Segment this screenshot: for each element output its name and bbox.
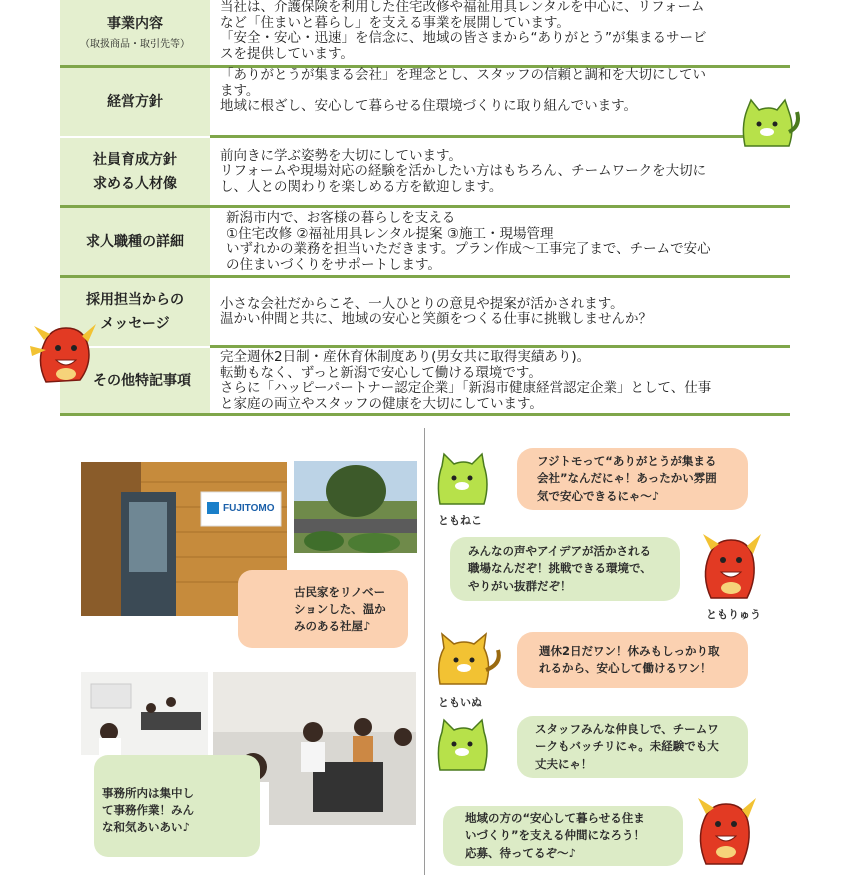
bubble-line: 地域の方の“安心して暮らせる住ま — [465, 810, 645, 825]
character-name: ともねこ — [438, 514, 482, 527]
bubble-line: みんなの声やアイデアが活かされる — [468, 543, 651, 558]
value-line: 転勤もなく、ずっと新潟で安心して働ける環境です。 — [220, 364, 542, 381]
building-caption — [238, 570, 408, 648]
value-line: スを提供しています。 — [220, 45, 354, 62]
value-line: 小さな会社だからこそ、一人ひとりの意見や提案が活かされます。 — [220, 295, 624, 312]
bubble-line: フジトモって“ありがとうが集まる — [537, 453, 717, 468]
table-row — [60, 278, 790, 346]
caption-line: 事務所内は集中し — [102, 786, 194, 800]
bubble-line: 気で安心できるにゃ～♪ — [537, 488, 660, 503]
value-line: 温かい仲間と共に、地域の安心と笑顔をつくる仕事に挑戦しませんか？ — [220, 311, 652, 327]
value-line: いずれかの業務を担当いただきます。プラン作成～工事完了まで、チームで安心 — [226, 241, 711, 257]
value-line: リフォームや現場対応の経験を活かしたい方はもちろん、チームワークを大切に — [220, 163, 707, 180]
chat-bubble — [517, 716, 748, 778]
chat-bubble — [517, 632, 748, 688]
office-caption — [94, 755, 260, 857]
row-label — [60, 0, 210, 66]
chat-bubble — [443, 806, 683, 866]
cat-mascot-icon — [432, 450, 494, 508]
bubble-line: やりがい抜群だぞ！ — [468, 578, 572, 593]
value-line: 前向きに学ぶ姿勢を大切にしています。 — [220, 147, 462, 164]
value-line: 「安全・安心・迅速」を信念に、地域の皆さまから“ありがとう”が集まるサービ — [220, 30, 707, 46]
value-line: 新潟市内で、お客様の暮らしを支える — [226, 210, 456, 226]
table-row — [60, 138, 790, 206]
value-line: ます。 — [220, 82, 260, 99]
caption-line: ションした、温か — [294, 602, 386, 616]
row-label — [60, 68, 210, 136]
value-line: さらに「ハッピーパートナー認定企業」「新潟市健康経営認定企業」として、仕事 — [220, 380, 712, 396]
garden-photo — [294, 461, 417, 553]
table-row — [60, 0, 790, 66]
label-text: 事業内容 — [107, 16, 163, 32]
label-text: メッセージ — [100, 316, 170, 332]
label-text: 経営方針 — [107, 94, 163, 110]
section-divider — [424, 428, 425, 875]
value-line: 当社は、介護保険を利用した住宅改修や福祉用具レンタルを中心に、リフォーム — [220, 0, 705, 15]
chat-bubble — [517, 448, 748, 510]
row-value — [210, 138, 790, 206]
value-line: 「ありがとうが集まる会社」を理念とし、スタッフの信頼と調和を大切にしてい — [220, 67, 706, 83]
bubble-line: 週休2日だワン！休みもしっかり取 — [539, 643, 720, 658]
value-line: と家庭の両立やスタッフの健康を大切にしています。 — [220, 395, 543, 412]
chat-bubble — [450, 537, 680, 601]
office-interior-image — [81, 672, 208, 755]
bubble-line: スタッフみんな仲良しで、チームワ — [535, 721, 719, 736]
cat-mascot-icon — [432, 716, 494, 774]
row-value — [210, 68, 790, 136]
table-row — [60, 208, 790, 276]
bubble-line: いづくり”を支える仲間になろう！ — [465, 828, 646, 843]
value-line: など「住まいと暮らし」を支える事業を展開しています。 — [220, 14, 570, 31]
label-text: 求人職種の詳細 — [86, 234, 184, 250]
garden-image — [294, 461, 417, 553]
dragon-mascot-icon — [26, 318, 102, 388]
value-line: 完全週休2日制・産休育休制度あり(男女共に取得実績あり)。 — [220, 349, 591, 365]
bubble-line: 丈夫にゃ！ — [535, 756, 593, 771]
label-text: 求める人材像 — [93, 176, 177, 192]
dragon-mascot-icon — [690, 790, 762, 868]
label-subtext: （取扱商品・取引先等） — [80, 39, 190, 50]
label-text: 採用担当からの — [86, 292, 184, 308]
row-value — [210, 278, 790, 346]
character-name: ともいぬ — [438, 696, 482, 709]
bubble-line: 会社”なんだにゃ！あったかい雰囲 — [537, 471, 717, 486]
label-text: その他特記事項 — [93, 373, 191, 389]
dog-mascot-icon — [432, 630, 504, 690]
row-divider — [60, 413, 790, 416]
caption-line: 古民家をリノベー — [294, 585, 386, 599]
character-name: ともりゅう — [706, 608, 761, 621]
value-line: の住まいづくりをサポートします。 — [226, 256, 441, 273]
value-line: 地域に根ざし、安心して暮らせる住環境づくりに取り組んでいます。 — [220, 98, 638, 114]
row-label — [60, 208, 210, 276]
cat-mascot-icon — [735, 96, 801, 154]
bubble-line: ークもバッチリにゃ。未経験でも大 — [535, 739, 719, 754]
caption-line: な和気あいあい♪ — [102, 820, 190, 834]
company-sign-text: FUJITOMO — [223, 503, 275, 514]
dragon-mascot-icon — [695, 528, 767, 602]
bubble-line: 応募、待ってるぞ～♪ — [465, 845, 576, 860]
table-row — [60, 68, 790, 136]
row-value — [210, 0, 790, 66]
bubble-line: 職場なんだぞ！挑戦できる環境で、 — [468, 561, 652, 576]
bubble-line: れるから、安心して働けるワン！ — [539, 661, 712, 675]
caption-line: みのある社屋♪ — [294, 619, 371, 633]
row-value — [210, 208, 790, 276]
office-interior-photo — [81, 672, 208, 755]
caption-line: て事務作業！みん — [102, 803, 194, 817]
value-line: ①住宅改修 ②福祉用具レンタル提案 ③施工・現場管理 — [226, 225, 554, 242]
value-line: し、人との関わりを楽しめる方を歓迎します。 — [220, 178, 503, 195]
table-row — [60, 348, 790, 414]
row-label — [60, 138, 210, 206]
row-value — [210, 348, 790, 414]
label-text: 社員育成方針 — [93, 152, 177, 168]
